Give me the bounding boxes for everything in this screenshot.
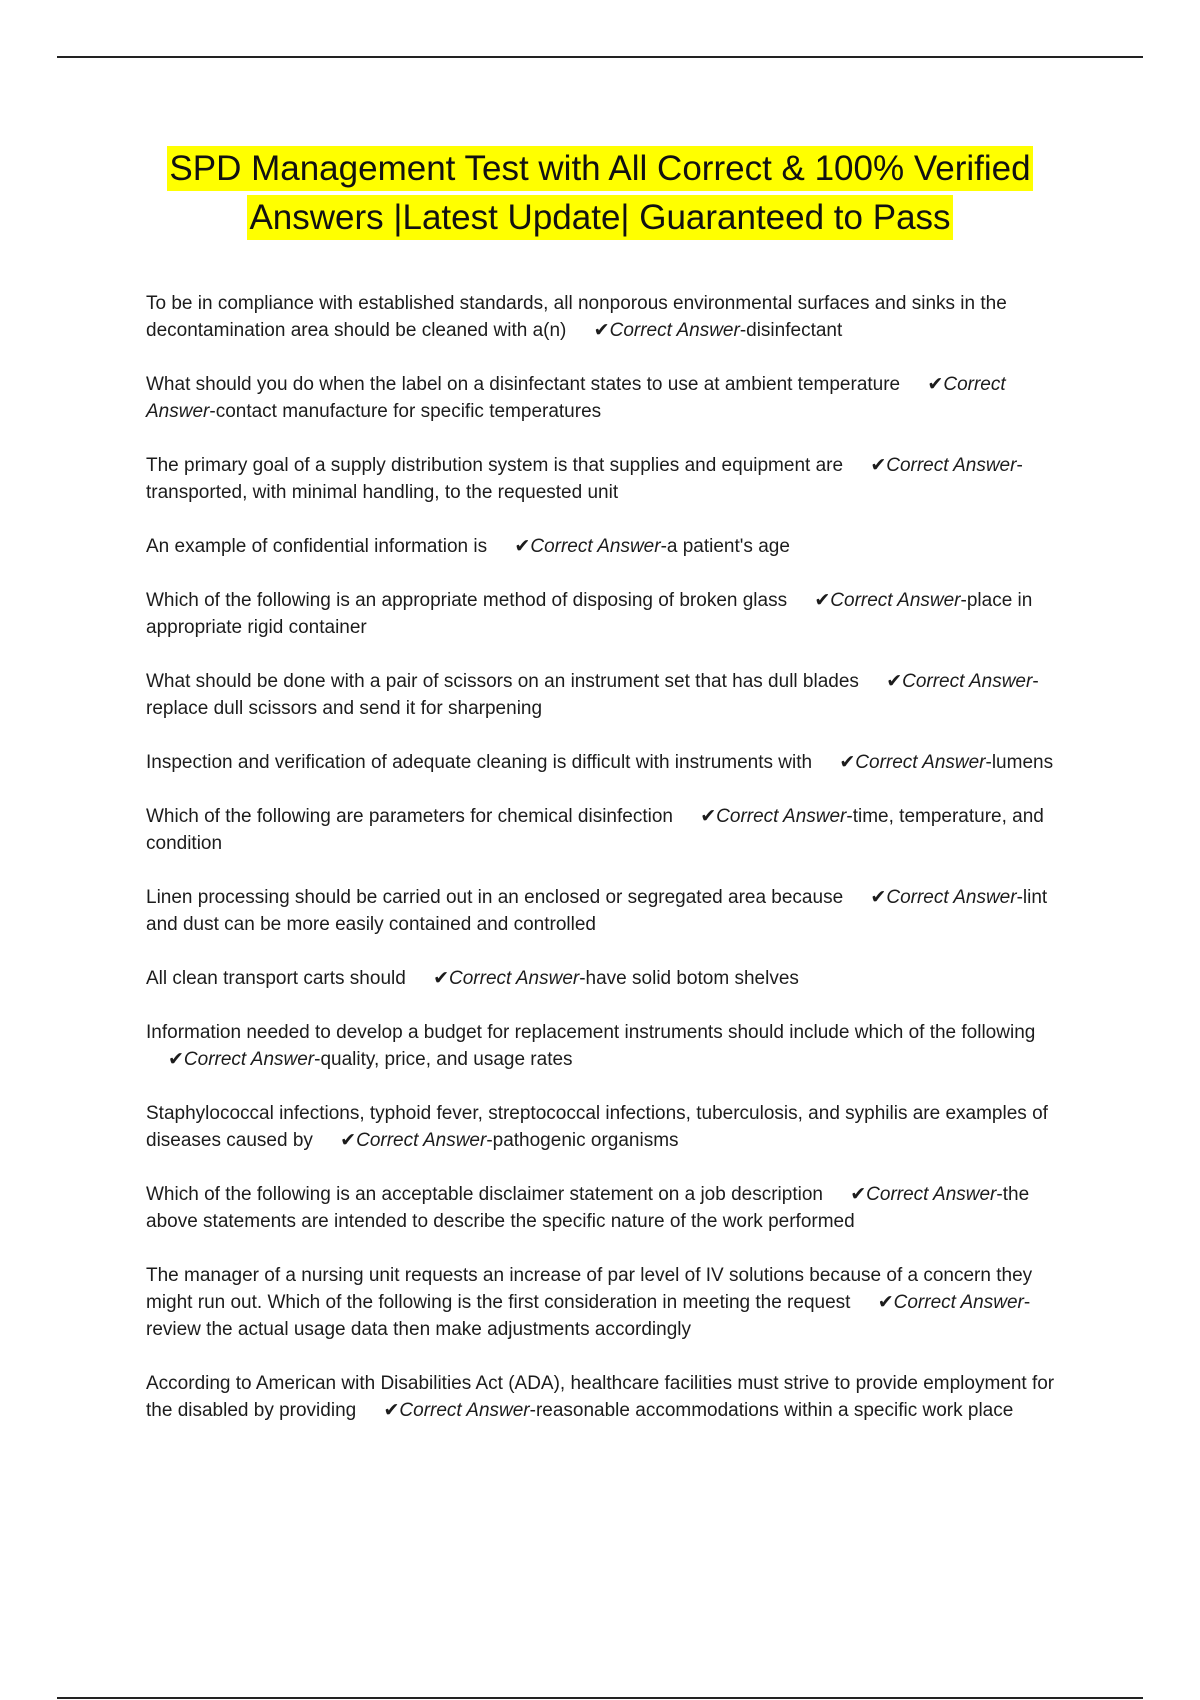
question-text: The manager of a nursing unit requests an increase of par level of IV solutions because of a concern they might run out. Which of the following is the first consideration in meeting the request — [146, 1265, 1033, 1313]
check-mark-icon: ✔ — [839, 752, 856, 773]
question-text: Inspection and verification of adequate cleaning is difficult with instruments with — [146, 752, 813, 773]
correct-answer-label: Correct Answer — [183, 1049, 315, 1070]
check-mark-icon: ✔ — [433, 968, 449, 989]
title-line-2: Answers |Latest Update| Guaranteed to Pass — [247, 195, 952, 240]
answer-separator: - — [209, 401, 216, 422]
answer-separator: - — [846, 806, 853, 827]
answer-text: lumens — [991, 752, 1054, 773]
qa-item — [146, 749, 1056, 776]
correct-answer-label: Correct Answer — [886, 887, 1017, 908]
qa-item — [146, 587, 1056, 641]
check-mark-icon: ✔ — [927, 374, 944, 395]
answer-text: contact manufacture for specific temperatures — [215, 401, 602, 422]
answer-separator: - — [739, 320, 747, 341]
check-mark-icon: ✔ — [870, 887, 887, 908]
answer-text: lint and dust can be more easily contained and controlled — [146, 887, 1048, 935]
answer-separator: - — [660, 536, 667, 557]
answer-separator: - — [1032, 671, 1039, 692]
answer-separator: - — [985, 752, 992, 773]
answer-text: time, temperature, and condition — [146, 806, 1044, 854]
question-text: Staphylococcal infections, typhoid fever, streptococcal infections, tuberculosis, and syphilis are examples of diseases caused by — [146, 1103, 1048, 1151]
question-text: Information needed to develop a budget for replacement instruments should include which of the following — [146, 1022, 1036, 1043]
answer-text: quality, price, and usage rates — [320, 1049, 573, 1070]
check-mark-icon: ✔ — [514, 536, 531, 557]
answer-text: a patient's age — [666, 536, 790, 557]
correct-answer-label: Correct Answer — [609, 320, 740, 341]
header-rule — [57, 56, 1143, 58]
answer-separator: - — [1016, 887, 1023, 908]
qa-item — [146, 884, 1056, 938]
answer-text: pathogenic organisms — [492, 1130, 679, 1151]
correct-answer-label: Correct Answer — [902, 671, 1033, 692]
question-text: All clean transport carts should — [146, 968, 406, 989]
answer-text: place in appropriate rigid container — [146, 590, 1033, 638]
check-mark-icon: ✔ — [383, 1400, 400, 1421]
correct-answer-label: Correct Answer — [146, 374, 1006, 422]
correct-answer-label: Correct Answer — [886, 455, 1017, 476]
correct-answer-label: Correct Answer — [716, 806, 847, 827]
question-text: Which of the following is an acceptable disclaimer statement on a job description — [146, 1184, 823, 1205]
check-mark-icon: ✔ — [814, 590, 831, 611]
qa-item — [146, 1019, 1056, 1073]
footer-rule — [57, 1697, 1143, 1699]
check-mark-icon: ✔ — [870, 455, 887, 476]
answer-text: transported, with minimal handling, to the requested unit — [146, 482, 619, 503]
answer-separator: - — [579, 968, 586, 989]
correct-answer-label: Correct Answer — [449, 968, 580, 989]
question-text: Which of the following are parameters for chemical disinfection — [146, 806, 673, 827]
answer-separator: - — [996, 1184, 1003, 1205]
qa-item — [146, 1370, 1056, 1424]
check-mark-icon: ✔ — [168, 1049, 184, 1070]
answer-separator: - — [960, 590, 967, 611]
correct-answer-label: Correct Answer — [830, 590, 961, 611]
check-mark-icon: ✔ — [850, 1184, 867, 1205]
question-text: According to American with Disabilities Act (ADA), healthcare facilities must strive to provide employment for the disabled by providing — [146, 1373, 1055, 1421]
answer-text: have solid botom shelves — [585, 968, 799, 989]
question-text: An example of confidential information is — [146, 536, 488, 557]
answer-text: replace dull scissors and send it for sharpening — [146, 698, 543, 719]
qa-item — [146, 452, 1056, 506]
title-line-1: SPD Management Test with All Correct & 100% Verified — [167, 146, 1032, 191]
page-title — [100, 144, 1100, 242]
answer-separator: - — [1016, 455, 1023, 476]
question-text: What should be done with a pair of scissors on an instrument set that has dull blades — [146, 671, 859, 692]
qa-item — [146, 290, 1056, 344]
answer-text: reasonable accommodations within a specific work place — [535, 1400, 1014, 1421]
answer-separator: - — [314, 1049, 321, 1070]
check-mark-icon: ✔ — [877, 1292, 894, 1313]
qa-item — [146, 965, 1056, 992]
answer-separator: - — [486, 1130, 493, 1151]
correct-answer-label: Correct Answer — [855, 752, 986, 773]
correct-answer-label: Correct Answer — [356, 1130, 487, 1151]
check-mark-icon: ✔ — [700, 806, 717, 827]
check-mark-icon: ✔ — [593, 320, 610, 341]
answer-separator: - — [529, 1400, 536, 1421]
question-text: Which of the following is an appropriate method of disposing of broken glass — [146, 590, 788, 611]
correct-answer-label: Correct Answer — [530, 536, 661, 557]
qa-item — [146, 371, 1056, 425]
check-mark-icon: ✔ — [886, 671, 903, 692]
answer-text: the above statements are intended to describe the specific nature of the work performed — [146, 1184, 1030, 1232]
question-text: To be in compliance with established standards, all nonporous environmental surfaces and sinks in the decontamination area should be cleaned with a(n) — [146, 293, 1007, 341]
correct-answer-label: Correct Answer — [893, 1292, 1024, 1313]
qa-item — [146, 1262, 1056, 1343]
question-text: Linen processing should be carried out in an enclosed or segregated area because — [146, 887, 844, 908]
check-mark-icon: ✔ — [340, 1130, 357, 1151]
qa-item — [146, 1181, 1056, 1235]
question-text: What should you do when the label on a disinfectant states to use at ambient temperature — [146, 374, 901, 395]
answer-separator: - — [1023, 1292, 1031, 1313]
qa-item — [146, 533, 1056, 560]
qa-item — [146, 803, 1056, 857]
qa-list — [146, 290, 1056, 1451]
qa-item — [146, 668, 1056, 722]
question-text: The primary goal of a supply distribution system is that supplies and equipment are — [146, 455, 844, 476]
answer-text: disinfectant — [746, 320, 843, 341]
correct-answer-label: Correct Answer — [866, 1184, 997, 1205]
correct-answer-label: Correct Answer — [399, 1400, 530, 1421]
qa-item — [146, 1100, 1056, 1154]
answer-text: review the actual usage data then make adjustments accordingly — [146, 1319, 691, 1340]
